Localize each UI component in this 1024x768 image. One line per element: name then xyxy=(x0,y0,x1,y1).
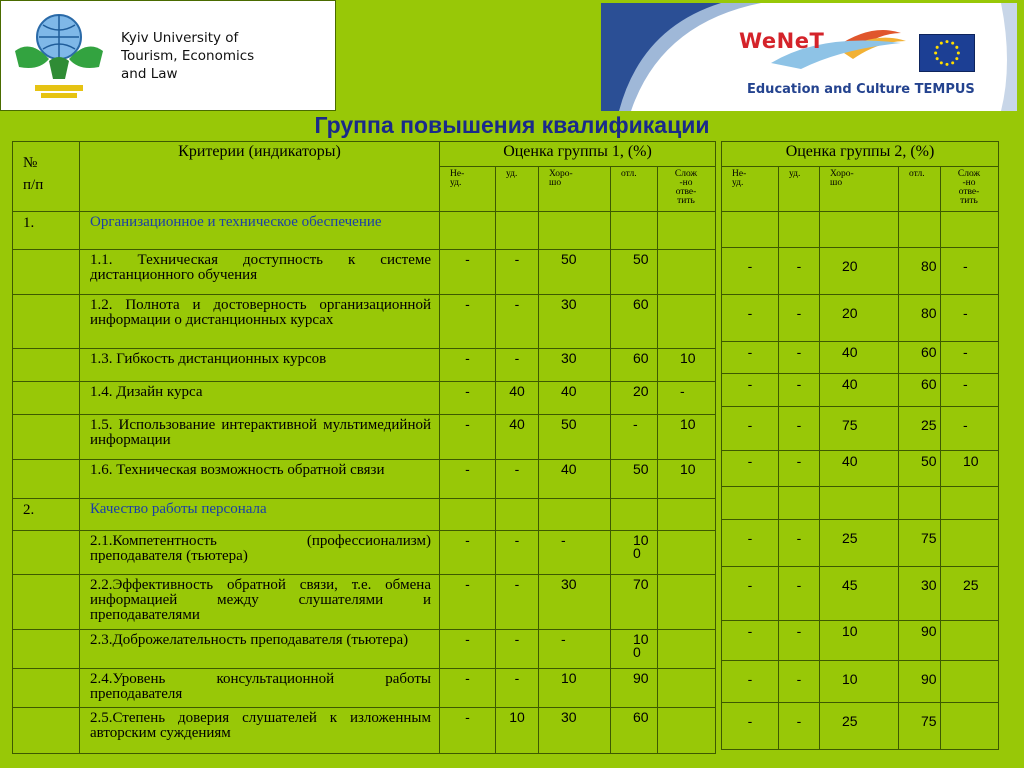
criterion-text: 2.2.Эффективность обратной связи, т.е. обмена информацией между слушателями и преподавателями xyxy=(80,575,440,630)
value-cell xyxy=(722,212,779,248)
value-cell: 60 xyxy=(611,349,658,382)
value-cell: - xyxy=(496,575,539,630)
criterion-row xyxy=(13,349,716,382)
criterion-row xyxy=(722,621,999,661)
value-cell: - xyxy=(440,349,496,382)
value-cell: - xyxy=(440,250,496,295)
subheader-cell: отл. xyxy=(899,167,941,212)
value-cell: 30 xyxy=(539,708,611,754)
subheader-cell: уд. xyxy=(779,167,820,212)
subheader-cell: Не- уд. xyxy=(440,167,496,212)
value-cell: - xyxy=(779,451,820,487)
value-cell: 60 xyxy=(611,295,658,349)
value-cell xyxy=(779,212,820,248)
value-cell xyxy=(658,250,716,295)
value-cell xyxy=(496,212,539,250)
value-cell xyxy=(941,661,999,703)
value-cell: - xyxy=(779,407,820,451)
university-name-line-3: and Law xyxy=(121,66,178,82)
value-cell xyxy=(611,212,658,250)
value-cell: 50 xyxy=(611,250,658,295)
value-cell xyxy=(658,669,716,708)
value-cell: 40 xyxy=(496,415,539,460)
value-cell xyxy=(899,212,941,248)
value-cell: 50 xyxy=(539,415,611,460)
value-cell: 30 xyxy=(539,349,611,382)
value-cell xyxy=(941,487,999,520)
page-title: Группа повышения квалификации xyxy=(314,112,710,138)
value-cell xyxy=(941,703,999,750)
value-cell: - xyxy=(722,520,779,567)
value-cell: - xyxy=(941,407,999,451)
value-cell: - xyxy=(440,382,496,415)
value-cell: - xyxy=(539,531,611,575)
criterion-row xyxy=(722,248,999,295)
value-cell: - xyxy=(941,374,999,407)
program-label: Education and Culture TEMPUS xyxy=(747,82,975,97)
value-cell: - xyxy=(440,295,496,349)
value-cell: 25 xyxy=(899,407,941,451)
subheader-cell: Хоро- шо xyxy=(820,167,899,212)
criterion-row xyxy=(722,342,999,374)
row-number xyxy=(13,250,80,295)
criterion-row xyxy=(13,575,716,630)
subheader-cell: отл. xyxy=(611,167,658,212)
criterion-row xyxy=(13,250,716,295)
value-cell: 60 xyxy=(899,374,941,407)
value-cell: 10 xyxy=(820,661,899,703)
row-number xyxy=(13,531,80,575)
group2-table xyxy=(721,141,999,750)
criterion-row xyxy=(722,407,999,451)
value-cell: - xyxy=(440,708,496,754)
criterion-row xyxy=(13,531,716,575)
criterion-text: 1.3. Гибкость дистанционных курсов xyxy=(80,349,440,382)
criterion-row xyxy=(13,630,716,669)
value-cell: 10 xyxy=(658,460,716,499)
value-cell: - xyxy=(440,669,496,708)
value-cell: - xyxy=(722,451,779,487)
value-cell: 40 xyxy=(496,382,539,415)
value-cell xyxy=(539,499,611,531)
value-cell: 40 xyxy=(820,342,899,374)
value-cell: - xyxy=(496,630,539,669)
value-cell xyxy=(440,212,496,250)
value-cell xyxy=(941,520,999,567)
value-cell: 10 xyxy=(658,349,716,382)
value-cell: 100 xyxy=(611,531,658,575)
value-cell xyxy=(941,621,999,661)
value-cell xyxy=(658,295,716,349)
university-name-line-2: Tourism, Economics xyxy=(121,48,255,64)
value-cell: - xyxy=(440,460,496,499)
criterion-text: 2.3.Доброжелательность преподавателя (тьютера) xyxy=(80,630,440,669)
value-cell: - xyxy=(779,621,820,661)
value-cell: 40 xyxy=(820,451,899,487)
value-cell: 40 xyxy=(539,460,611,499)
value-cell: 30 xyxy=(539,575,611,630)
value-cell: 20 xyxy=(820,248,899,295)
value-cell: 20 xyxy=(611,382,658,415)
value-cell: - xyxy=(539,630,611,669)
value-cell: - xyxy=(941,248,999,295)
university-name-line-1: Kyiv University of xyxy=(121,30,239,46)
eu-flag-icon xyxy=(919,34,975,72)
value-cell: - xyxy=(658,382,716,415)
number-header: № п/п xyxy=(13,142,80,212)
row-number xyxy=(13,415,80,460)
value-cell: 30 xyxy=(899,567,941,621)
value-cell: 40 xyxy=(539,382,611,415)
value-cell: 75 xyxy=(899,703,941,750)
criterion-text: 1.6. Техническая возможность обратной связи xyxy=(80,460,440,499)
value-cell: 50 xyxy=(611,460,658,499)
row-number xyxy=(13,575,80,630)
university-logo xyxy=(0,0,336,111)
value-cell xyxy=(820,212,899,248)
subheader-cell: Не- уд. xyxy=(722,167,779,212)
value-cell: - xyxy=(779,567,820,621)
value-cell: - xyxy=(496,349,539,382)
value-cell xyxy=(658,575,716,630)
value-cell: - xyxy=(722,567,779,621)
criterion-text: 1.4. Дизайн курса xyxy=(80,382,440,415)
value-cell: - xyxy=(779,295,820,342)
value-cell: - xyxy=(440,415,496,460)
value-cell: 10 xyxy=(539,669,611,708)
value-cell: - xyxy=(496,295,539,349)
value-cell xyxy=(820,487,899,520)
value-cell: 70 xyxy=(611,575,658,630)
value-cell: - xyxy=(779,248,820,295)
value-cell xyxy=(496,499,539,531)
value-cell: 60 xyxy=(611,708,658,754)
criterion-row xyxy=(13,382,716,415)
criterion-text: 2.5.Степень доверия слушателей к изложенным авторским суждениям xyxy=(80,708,440,754)
row-number xyxy=(13,382,80,415)
group1-header: Оценка группы 1, (%) xyxy=(440,142,716,167)
value-cell xyxy=(941,212,999,248)
value-cell xyxy=(658,708,716,754)
value-cell: 60 xyxy=(899,342,941,374)
criterion-text: 1.1. Техническая доступность к системе дистанционного обучения xyxy=(80,250,440,295)
row-number: 1. xyxy=(13,212,80,250)
wenet-brand: WeNeT xyxy=(739,29,825,53)
university-emblem-icon xyxy=(9,9,109,105)
value-cell xyxy=(539,212,611,250)
row-number xyxy=(13,349,80,382)
value-cell: 90 xyxy=(899,661,941,703)
value-cell xyxy=(658,499,716,531)
value-cell xyxy=(899,487,941,520)
value-cell: - xyxy=(496,250,539,295)
value-cell: - xyxy=(779,520,820,567)
criterion-row xyxy=(722,295,999,342)
criterion-row xyxy=(722,567,999,621)
value-cell: - xyxy=(722,621,779,661)
value-cell: 10 xyxy=(658,415,716,460)
row-number xyxy=(13,669,80,708)
value-cell: - xyxy=(941,295,999,342)
value-cell xyxy=(658,630,716,669)
section-row xyxy=(13,212,716,250)
value-cell: - xyxy=(722,661,779,703)
value-cell: - xyxy=(496,669,539,708)
criterion-row xyxy=(13,460,716,499)
value-cell: - xyxy=(440,575,496,630)
value-cell: 90 xyxy=(611,669,658,708)
value-cell: - xyxy=(722,703,779,750)
value-cell: - xyxy=(496,531,539,575)
value-cell xyxy=(440,499,496,531)
criterion-text: 1.5. Использование интерактивной мультимедийной информации xyxy=(80,415,440,460)
criterion-row xyxy=(722,520,999,567)
subheader-row xyxy=(722,167,999,212)
criterion-row xyxy=(722,374,999,407)
value-cell: 45 xyxy=(820,567,899,621)
criteria-header: Критерии (индикаторы) xyxy=(80,142,440,212)
value-cell: 40 xyxy=(820,374,899,407)
header-row xyxy=(722,142,999,167)
criterion-row xyxy=(722,703,999,750)
value-cell: - xyxy=(440,630,496,669)
criteria-table xyxy=(12,141,716,754)
value-cell: - xyxy=(496,460,539,499)
row-number xyxy=(13,295,80,349)
value-cell xyxy=(658,212,716,250)
value-cell: - xyxy=(440,531,496,575)
value-cell: - xyxy=(722,374,779,407)
value-cell: 10 xyxy=(941,451,999,487)
value-cell: 30 xyxy=(539,295,611,349)
criterion-row xyxy=(722,451,999,487)
value-cell: 25 xyxy=(941,567,999,621)
value-cell: 75 xyxy=(820,407,899,451)
row-number xyxy=(13,708,80,754)
value-cell: - xyxy=(722,295,779,342)
value-cell: 100 xyxy=(611,630,658,669)
value-cell: 10 xyxy=(820,621,899,661)
value-cell: 80 xyxy=(899,248,941,295)
subheader-cell: Хоро- шо xyxy=(539,167,611,212)
group2-header: Оценка группы 2, (%) xyxy=(722,142,999,167)
value-cell xyxy=(611,499,658,531)
value-cell: 25 xyxy=(820,520,899,567)
value-cell: - xyxy=(779,703,820,750)
row-number xyxy=(13,460,80,499)
criterion-row xyxy=(13,669,716,708)
value-cell: 80 xyxy=(899,295,941,342)
value-cell xyxy=(779,487,820,520)
value-cell: 90 xyxy=(899,621,941,661)
criterion-text: 2.1.Компетентность (профессионализм) преподавателя (тьютера) xyxy=(80,531,440,575)
value-cell xyxy=(658,531,716,575)
value-cell: 50 xyxy=(899,451,941,487)
value-cell: - xyxy=(779,342,820,374)
criterion-row xyxy=(722,661,999,703)
value-cell: 25 xyxy=(820,703,899,750)
criterion-text: 1.2. Полнота и достоверность организационной информации о дистанционных курсах xyxy=(80,295,440,349)
wenet-tempus-logo xyxy=(601,3,1017,111)
value-cell: 50 xyxy=(539,250,611,295)
section-title: Организационное и техническое обеспечение xyxy=(80,212,440,250)
value-cell: - xyxy=(779,661,820,703)
criterion-text: 2.4.Уровень консультационной работы преподавателя xyxy=(80,669,440,708)
header-row xyxy=(13,142,716,167)
value-cell: 10 xyxy=(496,708,539,754)
value-cell: 20 xyxy=(820,295,899,342)
criterion-row xyxy=(13,415,716,460)
criterion-row xyxy=(13,708,716,754)
section-title: Качество работы персонала xyxy=(80,499,440,531)
section-row xyxy=(722,212,999,248)
subheader-cell: Слож -но отве- тить xyxy=(941,167,999,212)
section-row xyxy=(722,487,999,520)
value-cell: - xyxy=(779,374,820,407)
value-cell: - xyxy=(722,407,779,451)
value-cell: - xyxy=(941,342,999,374)
value-cell: - xyxy=(722,248,779,295)
value-cell: - xyxy=(611,415,658,460)
value-cell: - xyxy=(722,342,779,374)
subheader-cell: Слож -но отве- тить xyxy=(658,167,716,212)
row-number: 2. xyxy=(13,499,80,531)
value-cell xyxy=(722,487,779,520)
value-cell: 75 xyxy=(899,520,941,567)
criterion-row xyxy=(13,295,716,349)
section-row xyxy=(13,499,716,531)
subheader-cell: уд. xyxy=(496,167,539,212)
row-number xyxy=(13,630,80,669)
